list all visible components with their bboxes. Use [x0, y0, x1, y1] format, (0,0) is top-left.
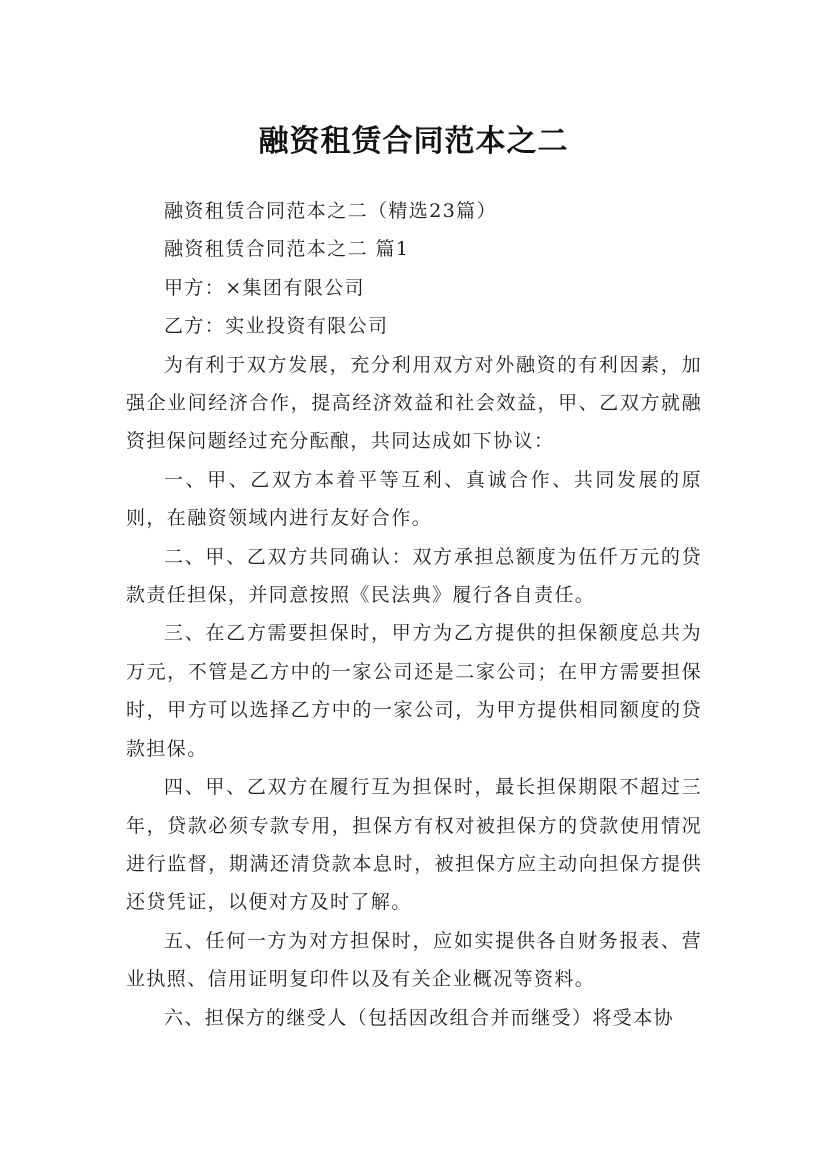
clause-1-paragraph: 一、甲、乙双方本着平等互利、真诚合作、共同发展的原则，在融资领域内进行友好合作。: [126, 468, 702, 530]
document-body: [126, 192, 702, 1037]
clause-5-paragraph: 五、任何一方为对方担保时，应如实提供各自财务报表、营业执照、信用证明复印件以及有关企业概况等资料。: [126, 929, 702, 991]
clause-4-paragraph: 四、甲、乙双方在履行互为担保时，最长担保期限不超过三年，贷款必须专款专用，担保方有权对被担保方的贷款使用情况进行监督，期满还清贷款本息时，被担保方应主动向担保方提供还贷凭证，以便对方及时了解。: [126, 776, 702, 914]
subtitle-line: 融资租赁合同范本之二（精选23篇）: [164, 200, 497, 222]
clause-2-paragraph: 二、甲、乙双方共同确认：双方承担总额度为伍仟万元的贷款责任担保，并同意按照《民法典》履行各自责任。: [126, 545, 702, 607]
clause-6-paragraph: 六、担保方的继受人（包括因改组合并而继受）将受本协: [164, 1006, 675, 1029]
party-a-line: 甲方：×集团有限公司: [164, 276, 365, 299]
preamble-paragraph: 为有利于双方发展，充分利用双方对外融资的有利因素，加强企业间经济合作，提高经济效益和社会效益，甲、乙双方就融资担保问题经过充分酝酿，共同达成如下协议：: [126, 353, 702, 453]
clause-3-paragraph: 三、在乙方需要担保时，甲方为乙方提供的担保额度总共为万元，不管是乙方中的一家公司还是二家公司；在甲方需要担保时，甲方可以选择乙方中的一家公司，为甲方提供相同额度的贷款担保。: [126, 622, 702, 760]
party-b-line: 乙方：实业投资有限公司: [164, 315, 389, 338]
document-title: 融资租赁合同范本之二: [258, 124, 569, 160]
section-heading: 融资租赁合同范本之二 篇1: [164, 238, 410, 261]
